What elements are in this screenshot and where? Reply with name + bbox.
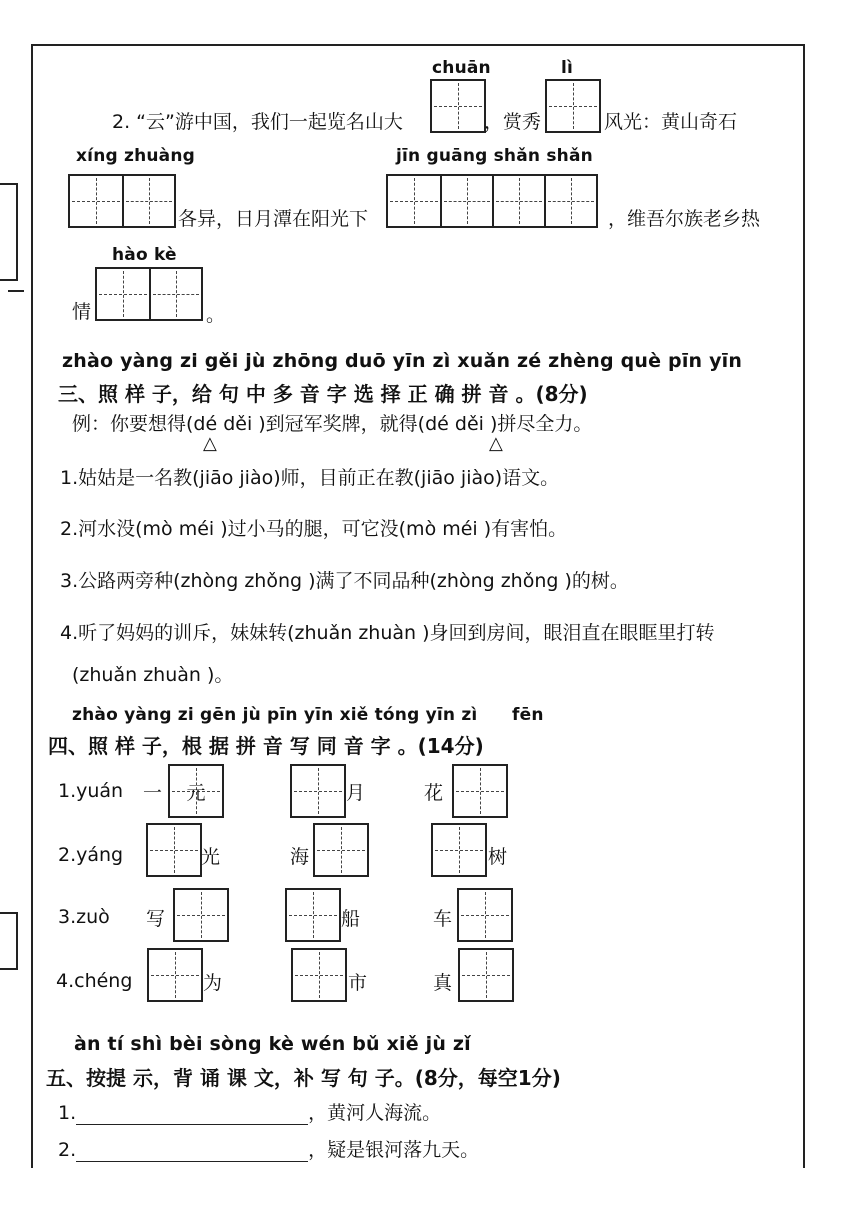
s4-row-char: 一 xyxy=(143,782,163,804)
s4-pinyin-fen: fēn xyxy=(512,705,544,725)
s4-row-char: 花 xyxy=(424,782,444,804)
s4-row-label: 2.yáng xyxy=(58,844,124,866)
line-number: 2. xyxy=(58,1139,77,1161)
answer-box[interactable] xyxy=(458,948,514,1002)
answer-box-chuan[interactable] xyxy=(430,79,486,133)
s3-example: 例：你要想得(dé děi )到冠军奖牌，就得(dé děi )拼尽全力。 xyxy=(72,413,593,435)
answer-blank-1[interactable] xyxy=(76,1104,308,1125)
answer-box[interactable] xyxy=(173,888,229,942)
s4-row-label: 1.yuán xyxy=(58,780,124,802)
page-frame-top xyxy=(31,44,805,46)
s4-row-char: 车 xyxy=(433,908,453,930)
s5-heading: 五、按提 示，背 诵 课 文，补 写 句 子。(8分，每空1分) xyxy=(46,1066,561,1090)
s3-heading: 三、照 样 子，给 句 中 多 音 字 选 择 正 确 拼 音 。(8分) xyxy=(58,382,588,406)
s4-row-char: 为 xyxy=(203,972,223,994)
pinyin-haoke: hào kè xyxy=(112,245,177,265)
s4-heading: 四、照 样 子，根 据 拼 音 写 同 音 字 。(14分) xyxy=(48,734,484,758)
s4-row-char: 真 xyxy=(433,972,453,994)
answer-box[interactable] xyxy=(313,823,369,877)
answer-box-li[interactable] xyxy=(545,79,601,133)
page-frame-left xyxy=(31,44,33,1168)
s4-row-char: 市 xyxy=(348,972,368,994)
pinyin-chuan: chuān xyxy=(432,58,491,78)
s4-pinyin: zhào yàng zi gēn jù pīn yīn xiě tóng yīn zì xyxy=(72,705,478,725)
s4-row-char: 光 xyxy=(201,846,221,868)
answer-box-haoke[interactable] xyxy=(95,267,203,321)
margin-mark xyxy=(8,290,24,292)
pinyin-jinguangshanshan: jīn guāng shǎn shǎn xyxy=(396,146,593,166)
answer-box[interactable] xyxy=(457,888,513,942)
q2-text-qing: 情 xyxy=(72,301,92,323)
q2-text-after-li: 风光：黄山奇石 xyxy=(604,111,738,133)
line-number: 1. xyxy=(58,1102,77,1124)
answer-box[interactable] xyxy=(147,948,203,1002)
answer-box[interactable] xyxy=(146,823,202,877)
line-text: ，疑是银河落九天。 xyxy=(308,1139,480,1161)
triangle-mark-2: △ xyxy=(489,433,503,454)
s4-row-char: 海 xyxy=(290,846,310,868)
answer-box-xingzhuang[interactable] xyxy=(68,174,176,228)
margin-bracket xyxy=(0,912,18,970)
answer-box[interactable] xyxy=(452,764,508,818)
answer-box[interactable] xyxy=(291,948,347,1002)
q2-text-start: 2. “云”游中国，我们一起览名山大 xyxy=(112,111,403,133)
answer-box-jinguangshanshan[interactable] xyxy=(386,174,598,228)
s3-item-4: 4.听了妈妈的训斥，妹妹转(zhuǎn zhuàn )身回到房间，眼泪直在眼眶里打转 xyxy=(60,622,715,644)
s4-row-label: 4.chéng xyxy=(56,970,133,992)
answer-box[interactable] xyxy=(431,823,487,877)
pinyin-li: lì xyxy=(561,58,574,78)
s4-row-char: 写 xyxy=(146,908,166,930)
s4-row-char: 船 xyxy=(341,908,361,930)
triangle-mark-1: △ xyxy=(203,433,217,454)
s3-item-4-cont: (zhuǎn zhuàn )。 xyxy=(72,664,234,686)
s3-item-2: 2.河水没(mò méi )过小马的腿，可它没(mò méi )有害怕。 xyxy=(60,518,568,540)
s5-pinyin: àn tí shì bèi sòng kè wén bǔ xiě jù zǐ xyxy=(74,1033,471,1055)
page-frame-right xyxy=(803,44,805,1168)
s3-pinyin: zhào yàng zi gěi jù zhōng duō yīn zì xuǎn zé zhèng què pīn yīn xyxy=(62,350,743,372)
q2-text-mid: ，赏秀 xyxy=(484,111,542,133)
line-text: ，黄河人海流。 xyxy=(308,1102,442,1124)
s3-item-3: 3.公路两旁种(zhòng zhǒng )满了不同品种(zhòng zhǒng )的树。 xyxy=(60,570,629,592)
q2-text-after-jgss: ，维吾尔族老乡热 xyxy=(608,208,761,230)
s4-row-label: 3.zuò xyxy=(58,906,110,928)
q2-text-after-xz: 各异，日月潭在阳光下 xyxy=(178,208,369,230)
answer-box[interactable] xyxy=(290,764,346,818)
answer-box[interactable] xyxy=(285,888,341,942)
margin-bracket xyxy=(0,183,18,281)
s5-line-2 xyxy=(58,1135,479,1162)
s5-line-1 xyxy=(58,1098,441,1125)
pinyin-xingzhuang: xíng zhuàng xyxy=(76,146,196,166)
q2-text-end: 。 xyxy=(206,304,226,326)
s3-item-1: 1.姑姑是一名教(jiāo jiào)师，目前正在教(jiāo jiào)语文。 xyxy=(60,467,560,489)
s4-row-char: 月 xyxy=(346,782,366,804)
answer-blank-2[interactable] xyxy=(76,1141,308,1162)
s4-row-char: 树 xyxy=(488,846,508,868)
filled-char: 元 xyxy=(186,782,206,804)
answer-box[interactable] xyxy=(168,764,224,818)
